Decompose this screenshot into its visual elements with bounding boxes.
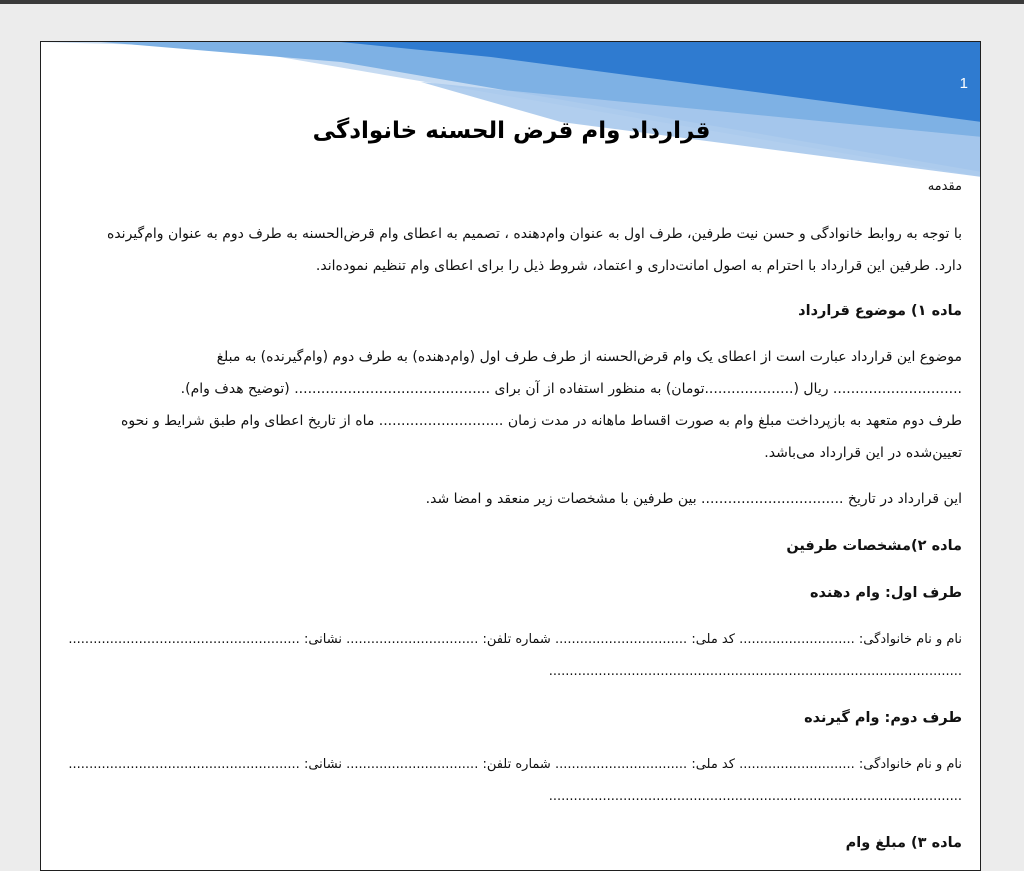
viewer-top-bar: [0, 0, 1024, 4]
page-number: 1: [959, 75, 968, 92]
article1-line-2: ............................. ریال (....................تومان) به منظور استفاده از آن برای ............................................ (توضیح هدف وام).: [180, 381, 962, 397]
party1-continuation: ....................................................................................................: [548, 664, 962, 679]
party1-fields: نام و نام خانوادگی: ............................ کد ملی: ................................ شماره تلفن: ................................ نشانی: ........................................................: [68, 632, 962, 647]
document-page: [40, 41, 981, 871]
document-title: قرارداد وام قرض الحسنه خانوادگی: [312, 118, 711, 144]
party1-heading: طرف اول: وام دهنده: [810, 585, 962, 601]
party2-heading: طرف دوم: وام گیرنده: [804, 710, 962, 726]
intro-line-1: با توجه به روابط خانوادگی و حسن نیت طرفین، طرف اول به عنوان وام‌دهنده ، تصمیم به اعطای وام قرض‌الحسنه به طرف دوم به عنوان وام‌گیرنده: [107, 226, 962, 242]
intro-heading: مقدمه: [927, 179, 962, 194]
article1-line-4: تعیین‌شده در این قرارداد می‌باشد.: [764, 445, 962, 461]
article1-line-5: این قرارداد در تاریخ ................................ بین طرفین با مشخصات زیر منعقد و امضا شد.: [425, 491, 962, 507]
article2-heading: ماده ۲)مشخصات طرفین: [786, 538, 962, 554]
intro-line-2: دارد. طرفین این قرارداد با احترام به اصول امانت‌داری و اعتماد، شروط ذیل را برای اعطای وام تنظیم نموده‌اند.: [315, 258, 962, 274]
article3-heading: ماده ۳) مبلغ وام: [845, 835, 962, 851]
article1-line-1: موضوع این قرارداد عبارت است از اعطای یک وام قرض‌الحسنه از طرف طرف اول (وام‌دهنده) به طرف دوم (وام‌گیرنده) به مبلغ: [216, 349, 962, 365]
party2-fields: نام و نام خانوادگی: ............................ کد ملی: ................................ شماره تلفن: ................................ نشانی: ........................................................: [68, 757, 962, 772]
article1-heading: ماده ۱) موضوع قرارداد: [798, 303, 962, 319]
header-decoration: [41, 42, 981, 182]
article1-line-3: طرف دوم متعهد به بازپرداخت مبلغ وام به صورت اقساط ماهانه در مدت زمان ............................ ماه از تاریخ اعطای وام طبق شرایط و نحوه: [121, 413, 962, 429]
party2-continuation: ....................................................................................................: [548, 789, 962, 804]
